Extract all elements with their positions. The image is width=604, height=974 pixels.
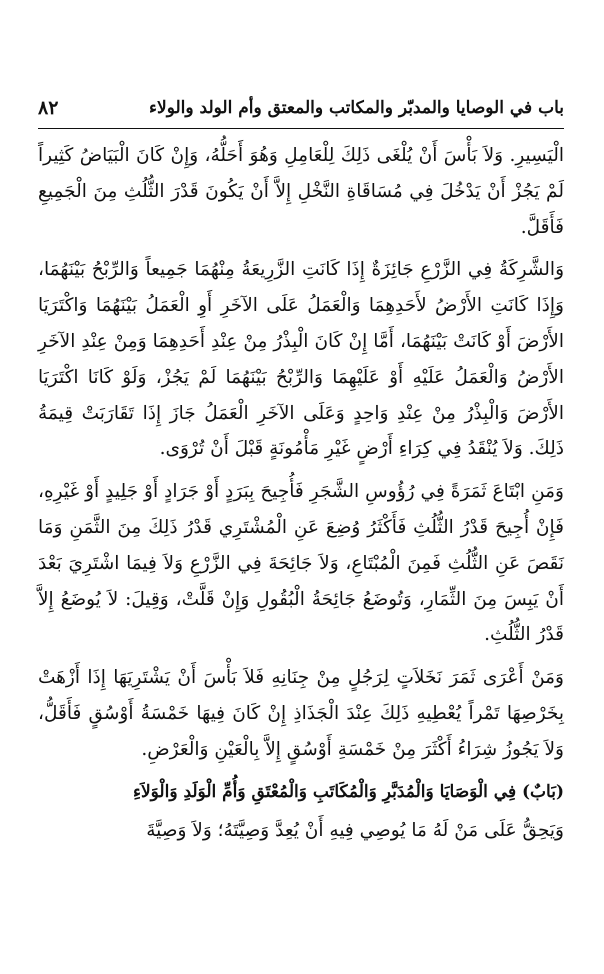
header-divider — [38, 128, 564, 129]
chapter-heading: (بَابٌ) فِي الْوَصَايَا وَالْمُدَبَّرِ وَالْمُكَاتَبِ وَالْمُعْتَقِ وَأُمِّ الْوَلَدِ وَالْوَلاَءِ — [132, 781, 564, 802]
running-title: باب في الوصايا والمدبّر والمكاتب والمعتق وأم الولد والولاء — [149, 98, 564, 118]
paragraph-1: الْيَسِيرِ. وَلاَ بَأْسَ أَنْ يُلْغَى ذَلِكَ لِلْعَامِلِ وَهُوَ أَحَلُّهُ، وَإِنْ كَانَ الْبَيَاضُ كَثِيراً لَمْ يَجُزْ أَنْ يَدْخُلَ فِي مُسَاقَاةِ النَّخْلِ إِلاَّ أَنْ يَكُونَ قَدْرَ الثُّلُثِ مِنَ الْجَمِيعِ فَأَقَلَّ. — [38, 145, 564, 238]
paragraph-2: وَالشَّرِكَةُ فِي الزَّرْعِ جَائِزَةٌ إِذَا كَانَتِ الزَّرِيعَةُ مِنْهُمَا جَمِيعاً وَالرِّبْحُ بَيْنَهُمَا، وَإِذَا كَانَتِ الأَرْضُ لأَحَدِهِمَا وَالْعَمَلُ عَلَى الآخَرِ أَوِ الْعَمَلُ بَيْنَهُمَا وَاكْتَرَيَا الأَرْضَ أَوْ كَانَتْ بَيْنَهُمَا، أَمَّا إِنْ كَانَ الْبِذْرُ مِنْ عِنْدِ أَحَدِهِمَا وَمِنْ عِنْدِ الآخَرِ الأَرْضُ وَالْعَمَلُ عَلَيْهِ أَوْ عَلَيْهِمَا وَالرِّبْحُ بَيْنَهُمَا لَمْ يَجُزْ، وَلَوْ كَانَا اكْتَرَيَا الأَرْضَ وَالْبِذْرُ مِنْ عِنْدِ وَاحِدٍ وَعَلَى الآخَرِ الْعَمَلُ جَازَ إِذَا تَقَارَبَتْ قِيمَةُ ذَلِكَ. وَلاَ يُنْقَدُ فِي كِرَاءِ أَرْضٍ غَيْرِ مَأْمُونَةٍ قَبْلَ أَنْ تُرْوَى. — [38, 259, 564, 460]
page-body — [38, 138, 564, 848]
paragraph-5: وَيَحِقُّ عَلَى مَنْ لَهُ مَا يُوصِي فِيهِ أَنْ يُعِدَّ وَصِيَّتَهُ؛ وَلاَ وَصِيَّةَ — [146, 819, 564, 841]
paragraph-3: وَمَنِ ابْتَاعَ ثَمَرَةً فِي رُؤُوسِ الشَّجَرِ فَأُجِيحَ بِبَرَدٍ أَوْ جَرَادٍ أَوْ جَلِيدٍ أَوْ غَيْرِهِ، فَإِنْ أُجِيحَ قَدْرُ الثُّلُثِ فَأَكْثَرُ وُضِعَ عَنِ الْمُشْتَرِي قَدْرُ ذَلِكَ مِنَ الثَّمَنِ وَمَا نَقَصَ عَنِ الثُّلُثِ فَمِنَ الْمُبْتَاعِ، وَلاَ جَائِحَةَ فِي الزَّرْعِ وَلاَ فِيمَا اشْتَرِيَ بَعْدَ أَنْ يَبِسَ مِنَ الثِّمَارِ، وَتُوضَعُ جَائِحَةُ الْبُقُولِ وَإِنْ قَلَّتْ، وَقِيلَ: لاَ يُوضَعُ إِلاَّ قَدْرُ الثُّلُثِ. — [38, 481, 564, 646]
page-number: ٨٢ — [38, 97, 59, 119]
paragraph-4: وَمَنْ أَعْرَى ثَمَرَ نَخَلاَتٍ لِرَجُلٍ مِنْ جِنَانِهِ فَلاَ بَأْسَ أَنْ يَشْتَرِيَهَا إِذَا أَزْهَتْ بِخَرْصِهَا تَمْراً يُعْطِيهِ ذَلِكَ عِنْدَ الْجَذَاذِ إِنْ كَانَ فِيهَا خَمْسَةُ أَوْسُقٍ فَأَقَلُّ، وَلاَ يَجُوزُ شِرَاءُ أَكْثَرَ مِنْ خَمْسَةِ أَوْسُقٍ إِلاَّ بِالْعَيْنِ وَالْعَرْضِ. — [38, 667, 564, 760]
page-header — [38, 88, 564, 128]
